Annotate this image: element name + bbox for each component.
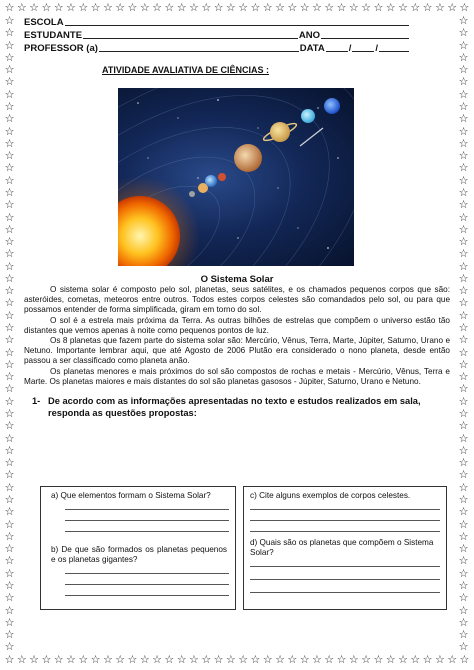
date-label: DATA — [299, 43, 325, 54]
star-outline-icon: ☆ — [4, 641, 15, 654]
star-outline-icon: ☆ — [176, 3, 187, 14]
star-outline-icon: ☆ — [176, 655, 187, 666]
star-outline-icon: ☆ — [361, 3, 372, 14]
star-outline-icon: ☆ — [458, 150, 469, 163]
neptune-icon — [324, 98, 340, 114]
answer-d-line-3[interactable] — [250, 592, 440, 593]
star-outline-icon: ☆ — [4, 27, 15, 40]
star-outline-icon: ☆ — [324, 655, 335, 666]
star-outline-icon: ☆ — [422, 655, 433, 666]
star-outline-icon: ☆ — [78, 3, 89, 14]
star-outline-icon: ☆ — [4, 137, 15, 150]
star-outline-icon: ☆ — [139, 3, 150, 14]
star-outline-icon: ☆ — [53, 3, 64, 14]
star-outline-icon: ☆ — [447, 3, 458, 14]
date-separator-2: / — [375, 43, 378, 54]
border-top — [4, 3, 470, 15]
star-outline-icon: ☆ — [4, 88, 15, 101]
star-outline-icon: ☆ — [458, 371, 469, 384]
uranus-icon — [301, 109, 315, 123]
star-outline-icon: ☆ — [458, 629, 469, 642]
star-outline-icon: ☆ — [29, 655, 40, 666]
solar-system-illustration — [118, 88, 354, 266]
star-outline-icon: ☆ — [458, 322, 469, 335]
star-outline-icon: ☆ — [53, 655, 64, 666]
star-outline-icon: ☆ — [458, 88, 469, 101]
answer-boxes — [24, 486, 450, 610]
star-outline-icon: ☆ — [4, 162, 15, 175]
answer-c-line-3[interactable] — [250, 531, 440, 532]
star-outline-icon: ☆ — [4, 236, 15, 249]
star-outline-icon: ☆ — [458, 76, 469, 89]
star-outline-icon: ☆ — [250, 655, 261, 666]
star-outline-icon: ☆ — [213, 655, 224, 666]
star-outline-icon: ☆ — [262, 3, 273, 14]
star-outline-icon: ☆ — [4, 493, 15, 506]
answer-box-right — [243, 486, 447, 610]
student-label: ESTUDANTE — [24, 30, 83, 41]
star-outline-icon: ☆ — [458, 113, 469, 126]
mercury-icon — [189, 191, 195, 197]
star-outline-icon: ☆ — [4, 199, 15, 212]
date-separator-1: / — [348, 43, 352, 54]
star-outline-icon: ☆ — [225, 3, 236, 14]
star-outline-icon: ☆ — [66, 655, 76, 666]
star-outline-icon: ☆ — [4, 297, 15, 310]
star-outline-icon: ☆ — [4, 16, 15, 27]
border-left — [4, 16, 16, 654]
star-outline-icon: ☆ — [348, 655, 359, 666]
mars-icon — [218, 173, 226, 181]
star-outline-icon: ☆ — [336, 3, 347, 14]
star-outline-icon: ☆ — [4, 223, 15, 236]
paragraph-1: O sistema solar é composto pelo sol, planetas, seus satélites, e os chamados pequenos corpos que são: asteróides, cometas, meteoros entre outros. Todos estes corpos celestes são comandados pelo sol, ou para que possamos entender de forma simplificada, giram em torno do sol. — [24, 285, 450, 315]
star-outline-icon: ☆ — [16, 655, 27, 666]
star-outline-icon: ☆ — [4, 211, 15, 224]
star-outline-icon: ☆ — [458, 236, 469, 249]
star-outline-icon: ☆ — [4, 39, 15, 52]
star-outline-icon: ☆ — [458, 481, 469, 494]
star-outline-icon: ☆ — [299, 655, 310, 666]
star-outline-icon: ☆ — [458, 100, 469, 113]
star-outline-icon: ☆ — [4, 457, 15, 470]
star-outline-icon: ☆ — [189, 3, 199, 14]
star-outline-icon: ☆ — [458, 125, 469, 138]
star-outline-icon: ☆ — [324, 3, 335, 14]
star-outline-icon: ☆ — [4, 248, 15, 261]
star-outline-icon: ☆ — [311, 3, 322, 14]
worksheet — [24, 16, 450, 564]
star-outline-icon: ☆ — [102, 655, 113, 666]
star-outline-icon: ☆ — [458, 457, 469, 470]
star-outline-icon: ☆ — [458, 567, 469, 580]
star-outline-icon: ☆ — [4, 309, 15, 322]
star-outline-icon: ☆ — [361, 655, 372, 666]
star-outline-icon: ☆ — [4, 506, 15, 519]
star-outline-icon: ☆ — [458, 186, 469, 199]
question-1-number: 1- — [32, 396, 41, 407]
star-outline-icon: ☆ — [458, 579, 469, 592]
date-day-field[interactable] — [326, 42, 348, 52]
star-outline-icon: ☆ — [458, 383, 469, 396]
star-outline-icon: ☆ — [458, 162, 469, 175]
star-outline-icon: ☆ — [458, 592, 469, 605]
answer-a-line-2[interactable] — [65, 520, 229, 521]
star-outline-icon: ☆ — [41, 3, 52, 14]
star-outline-icon: ☆ — [4, 432, 15, 445]
star-outline-icon: ☆ — [4, 408, 15, 420]
school-label: ESCOLA — [24, 17, 64, 28]
answer-a-line-3[interactable] — [65, 531, 229, 532]
border-bottom — [4, 655, 470, 667]
star-outline-icon: ☆ — [4, 174, 15, 187]
star-outline-icon: ☆ — [4, 444, 15, 457]
question-1-text: De acordo com as informações apresentadas no texto e estudos realizados em sala, responda as questões propostas: — [48, 396, 421, 419]
question-b: b) De que são formados os planetas pequenos e os planetas gigantes? — [51, 545, 227, 564]
star-outline-icon: ☆ — [4, 285, 15, 298]
star-outline-icon: ☆ — [201, 3, 212, 14]
star-outline-icon: ☆ — [4, 567, 15, 580]
star-outline-icon: ☆ — [139, 655, 150, 666]
border-right — [458, 16, 470, 654]
date-year-field[interactable] — [379, 42, 409, 52]
star-outline-icon: ☆ — [4, 604, 15, 617]
star-outline-icon: ☆ — [4, 346, 15, 359]
star-outline-icon: ☆ — [458, 641, 469, 654]
star-outline-icon: ☆ — [115, 3, 126, 14]
star-outline-icon: ☆ — [447, 655, 458, 666]
saturn-icon — [270, 122, 290, 142]
star-outline-icon: ☆ — [238, 3, 249, 14]
jupiter-icon — [234, 144, 262, 172]
star-outline-icon: ☆ — [4, 616, 15, 629]
star-outline-icon: ☆ — [4, 543, 15, 556]
question-a: a) Que elementos formam o Sistema Solar? — [51, 491, 211, 500]
question-d: d) Quais são os planetas que compõem o Sistema Solar? — [250, 538, 434, 557]
year-field[interactable] — [321, 29, 409, 39]
answer-d-line-2[interactable] — [250, 579, 440, 580]
student-line — [24, 29, 450, 42]
star-outline-icon: ☆ — [458, 555, 469, 568]
star-outline-icon: ☆ — [4, 64, 15, 77]
teacher-label: PROFESSOR (a) — [24, 43, 98, 54]
star-outline-icon: ☆ — [373, 3, 384, 14]
star-outline-icon: ☆ — [299, 3, 310, 14]
paragraph-3: Os 8 planetas que fazem parte do sistema solar são: Mercúrio, Vênus, Terra, Marte, Júpiter, Saturno, Urano e Netuno. Importante lembrar aqui, que até Agosto de 2006 Plutão era considerado o nono planeta, desde então passou a ser classificado como planeta anão. — [24, 336, 450, 366]
star-outline-icon: ☆ — [16, 3, 27, 14]
star-outline-icon: ☆ — [4, 629, 15, 642]
star-outline-icon: ☆ — [458, 530, 469, 543]
star-outline-icon: ☆ — [348, 3, 359, 14]
star-outline-icon: ☆ — [458, 51, 469, 64]
star-outline-icon: ☆ — [4, 125, 15, 138]
star-outline-icon: ☆ — [4, 260, 15, 273]
solar-system-svg — [118, 88, 354, 266]
star-outline-icon: ☆ — [4, 481, 15, 494]
star-outline-icon: ☆ — [459, 655, 470, 666]
star-outline-icon: ☆ — [458, 64, 469, 77]
star-outline-icon: ☆ — [201, 655, 212, 666]
star-outline-icon: ☆ — [4, 3, 15, 14]
star-outline-icon: ☆ — [410, 3, 421, 14]
star-outline-icon: ☆ — [275, 3, 285, 14]
school-field[interactable] — [65, 16, 409, 26]
star-outline-icon: ☆ — [458, 39, 469, 52]
star-outline-icon: ☆ — [458, 260, 469, 273]
star-outline-icon: ☆ — [458, 199, 469, 212]
star-outline-icon: ☆ — [287, 3, 298, 14]
star-outline-icon: ☆ — [458, 174, 469, 187]
star-outline-icon: ☆ — [434, 655, 445, 666]
answer-d-line-1[interactable] — [250, 566, 440, 567]
star-outline-icon: ☆ — [4, 371, 15, 384]
star-outline-icon: ☆ — [4, 334, 15, 347]
year-label: ANO — [298, 30, 320, 41]
star-outline-icon: ☆ — [458, 444, 469, 457]
star-outline-icon: ☆ — [458, 543, 469, 556]
star-outline-icon: ☆ — [458, 420, 469, 433]
star-outline-icon: ☆ — [4, 555, 15, 568]
star-outline-icon: ☆ — [458, 297, 469, 310]
answer-a-line-1[interactable] — [65, 509, 229, 510]
teacher-line — [24, 42, 450, 55]
star-outline-icon: ☆ — [4, 383, 15, 396]
question-c: c) Cite alguns exemplos de corpos celestes. — [250, 491, 411, 500]
star-outline-icon: ☆ — [4, 420, 15, 433]
star-outline-icon: ☆ — [4, 655, 15, 666]
star-outline-icon: ☆ — [90, 3, 101, 14]
star-outline-icon: ☆ — [458, 346, 469, 359]
star-outline-icon: ☆ — [127, 3, 138, 14]
star-outline-icon: ☆ — [4, 186, 15, 199]
star-outline-icon: ☆ — [164, 655, 175, 666]
star-outline-icon: ☆ — [458, 223, 469, 236]
star-outline-icon: ☆ — [458, 309, 469, 322]
star-outline-icon: ☆ — [4, 150, 15, 163]
star-outline-icon: ☆ — [373, 655, 384, 666]
star-outline-icon: ☆ — [4, 469, 15, 482]
answer-b-line-2[interactable] — [65, 584, 229, 585]
star-outline-icon: ☆ — [458, 469, 469, 482]
star-outline-icon: ☆ — [164, 3, 175, 14]
star-outline-icon: ☆ — [385, 655, 396, 666]
question-1 — [24, 395, 450, 419]
answer-b-line-3[interactable] — [65, 595, 229, 596]
teacher-field[interactable] — [99, 42, 299, 52]
star-outline-icon: ☆ — [4, 592, 15, 605]
star-outline-icon: ☆ — [458, 616, 469, 629]
star-outline-icon: ☆ — [287, 655, 298, 666]
star-outline-icon: ☆ — [152, 655, 162, 666]
star-outline-icon: ☆ — [458, 493, 469, 506]
star-outline-icon: ☆ — [29, 3, 40, 14]
star-outline-icon: ☆ — [262, 655, 273, 666]
star-outline-icon: ☆ — [4, 51, 15, 64]
star-outline-icon: ☆ — [458, 16, 469, 27]
star-outline-icon: ☆ — [189, 655, 199, 666]
answer-b-line-1[interactable] — [65, 573, 229, 574]
star-outline-icon: ☆ — [41, 655, 52, 666]
star-outline-icon: ☆ — [458, 137, 469, 150]
star-outline-icon: ☆ — [385, 3, 396, 14]
earth-icon — [205, 175, 217, 187]
star-outline-icon: ☆ — [458, 408, 469, 420]
star-outline-icon: ☆ — [458, 248, 469, 261]
star-outline-icon: ☆ — [458, 518, 469, 531]
star-outline-icon: ☆ — [458, 358, 469, 371]
star-outline-icon: ☆ — [4, 358, 15, 371]
text-title: O Sistema Solar — [200, 274, 274, 285]
star-outline-icon: ☆ — [250, 3, 261, 14]
star-outline-icon: ☆ — [422, 3, 433, 14]
star-outline-icon: ☆ — [458, 334, 469, 347]
star-outline-icon: ☆ — [4, 76, 15, 89]
answer-c-line-2[interactable] — [250, 520, 440, 521]
star-outline-icon: ☆ — [275, 655, 285, 666]
star-outline-icon: ☆ — [458, 604, 469, 617]
comet-icon — [300, 128, 323, 146]
star-outline-icon: ☆ — [90, 655, 101, 666]
star-outline-icon: ☆ — [4, 272, 15, 285]
star-outline-icon: ☆ — [459, 3, 470, 14]
star-outline-icon: ☆ — [152, 3, 162, 14]
star-outline-icon: ☆ — [398, 3, 408, 14]
star-outline-icon: ☆ — [66, 3, 76, 14]
star-outline-icon: ☆ — [336, 655, 347, 666]
answer-c-line-1[interactable] — [250, 509, 440, 510]
activity-title: ATIVIDADE AVALIATIVA DE CIÊNCIAS : — [102, 65, 270, 75]
star-outline-icon: ☆ — [238, 655, 249, 666]
star-outline-icon: ☆ — [458, 27, 469, 40]
star-outline-icon: ☆ — [458, 395, 469, 408]
star-outline-icon: ☆ — [127, 655, 138, 666]
star-outline-icon: ☆ — [4, 579, 15, 592]
star-outline-icon: ☆ — [458, 506, 469, 519]
answer-box-left — [40, 486, 236, 610]
star-outline-icon: ☆ — [458, 432, 469, 445]
star-outline-icon: ☆ — [4, 530, 15, 543]
star-outline-icon: ☆ — [458, 211, 469, 224]
star-outline-icon: ☆ — [311, 655, 322, 666]
star-outline-icon: ☆ — [4, 518, 15, 531]
star-outline-icon: ☆ — [78, 655, 89, 666]
star-outline-icon: ☆ — [4, 395, 15, 408]
star-outline-icon: ☆ — [225, 655, 236, 666]
star-outline-icon: ☆ — [398, 655, 408, 666]
star-outline-icon: ☆ — [458, 272, 469, 285]
star-outline-icon: ☆ — [434, 3, 445, 14]
date-month-field[interactable] — [352, 42, 374, 52]
star-outline-icon: ☆ — [410, 655, 421, 666]
star-outline-icon: ☆ — [4, 113, 15, 126]
school-line — [24, 16, 450, 29]
star-outline-icon: ☆ — [4, 100, 15, 113]
star-outline-icon: ☆ — [458, 285, 469, 298]
star-outline-icon: ☆ — [115, 655, 126, 666]
student-field[interactable] — [83, 29, 298, 39]
star-outline-icon: ☆ — [102, 3, 113, 14]
star-outline-icon: ☆ — [4, 322, 15, 335]
paragraph-4: Os planetas menores e mais próximos do sol são compostos de rochas e metais - Mercúrio, Vênus, Terra e Marte. Os planetas maiores e mais distantes do sol são planetas gasosos - Júpiter, Saturno, Urano e Netuno. — [24, 366, 450, 386]
paragraph-2: O sol é a estrela mais próxima da Terra. As outras bilhões de estrelas que compõem o universo estão tão distantes que vemos apenas à noite como pequenos pontos de luz. — [24, 315, 450, 335]
star-outline-icon: ☆ — [213, 3, 224, 14]
